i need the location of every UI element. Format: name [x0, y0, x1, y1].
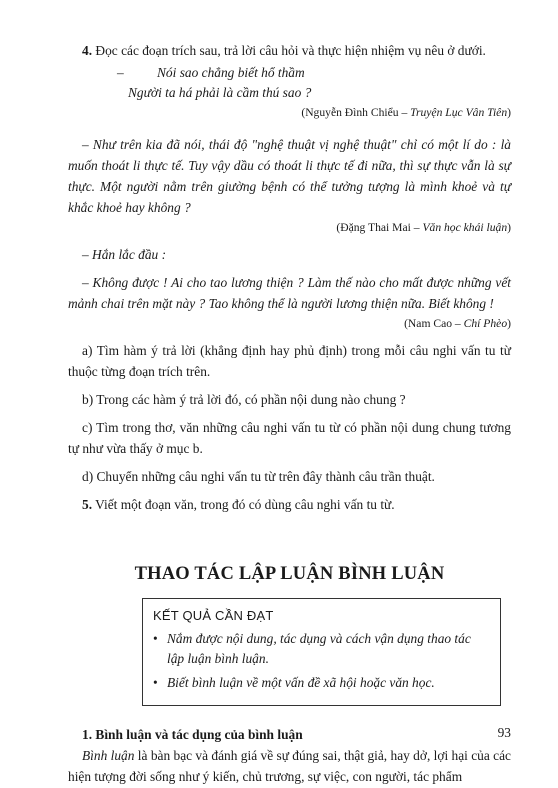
definition-paragraph: Bình luận là bàn bạc và đánh giá về sự đúng sai, thật giả, hay dở, lợi hại của các hiện tượng đời sống như ý kiến, chủ trương, sự việc, con người, tác phẩm: [68, 748, 511, 784]
task-a: a) Tìm hàm ý trả lời (khẳng định hay phủ định) trong mỗi câu nghi vấn tu từ thuộc từng đoạn trích trên.: [68, 343, 511, 379]
page-content: [68, 40, 511, 787]
bullet-icon: •: [153, 675, 158, 690]
definition-term: Bình luận: [82, 748, 135, 763]
attribution-3-work: Chí Phèo: [463, 317, 508, 330]
task-c: c) Tìm trong thơ, văn những câu nghi vấn tu từ có phần nội dung chung tương tự như vừa thấy ở mục b.: [68, 420, 511, 456]
task-b: b) Trong các hàm ý trả lời đó, có phần nội dung nào chung ?: [82, 392, 406, 407]
exercise-4-text: Đọc các đoạn trích sau, trả lời câu hỏi và thực hiện nhiệm vụ nêu ở dưới.: [95, 43, 486, 58]
bullet-icon: •: [153, 631, 158, 646]
learning-outcomes-heading: KẾT QUẢ CẦN ĐẠT: [153, 608, 274, 623]
learning-outcome-item: • Nắm được nội dung, tác dụng và cách vận dụng thao tác lập luận bình luận.: [153, 631, 471, 666]
task-d: d) Chuyển những câu nghi vấn tu từ trên đây thành câu trần thuật.: [82, 469, 435, 484]
poem-line-1: Nói sao chẳng biết hổ thầm: [157, 65, 305, 80]
subsection-heading: 1. Bình luận và tác dụng của bình luận: [82, 727, 303, 742]
learning-outcomes-box: [142, 598, 501, 706]
attribution-1: (Nguyễn Đình Chiểu – Truyện Lục Vân Tiên): [301, 106, 511, 119]
attribution-2: (Đặng Thai Mai – Văn học khái luận): [336, 221, 511, 234]
poem-line-2: Người ta há phải là cầm thú sao ?: [128, 85, 312, 100]
exercise-5-number: 5.: [82, 497, 93, 512]
poem-dash: –: [117, 65, 124, 80]
section-title: THAO TÁC LẬP LUẬN BÌNH LUẬN: [134, 564, 445, 584]
exercise-4-number: 4.: [82, 43, 93, 58]
poem-excerpt: [68, 63, 511, 103]
learning-outcome-item: • Biết bình luận về một vấn đề xã hội hoặc văn học.: [153, 673, 490, 693]
quote-3-line-2: – Không được ! Ai cho tao lương thiện ? Làm thế nào cho mất được những vết mảnh chai trên mặt này ? Tao không thể là người lương thiện nữa. Biết không !: [68, 275, 511, 311]
quote-2: – Như trên kia đã nói, thái độ "nghệ thuật vị nghệ thuật" chỉ có một lí do : là muốn thoát li thực tế. Tuy vậy dầu có thoát li thực tế đi nữa, thì sự thực vẫn là sự thực. Một người nằm trên giường bệnh có thể tưởng tượng là mình khoẻ và tự khắc khoẻ hay không ?: [68, 137, 511, 215]
page-number: 93: [497, 725, 511, 740]
quote-3-line-1: – Hắn lắc đầu :: [82, 247, 167, 262]
exercise-4-prompt: [68, 40, 511, 61]
learning-outcomes-list: [153, 629, 490, 693]
exercise-5-prompt: [68, 494, 511, 515]
attribution-3: (Nam Cao – Chí Phèo): [404, 317, 511, 330]
attribution-1-work: Truyện Lục Vân Tiên: [410, 106, 508, 119]
exercise-5-text: Viết một đoạn văn, trong đó có dùng câu nghi vấn tu từ.: [95, 497, 395, 512]
attribution-2-work: Văn học khái luận: [422, 221, 508, 234]
